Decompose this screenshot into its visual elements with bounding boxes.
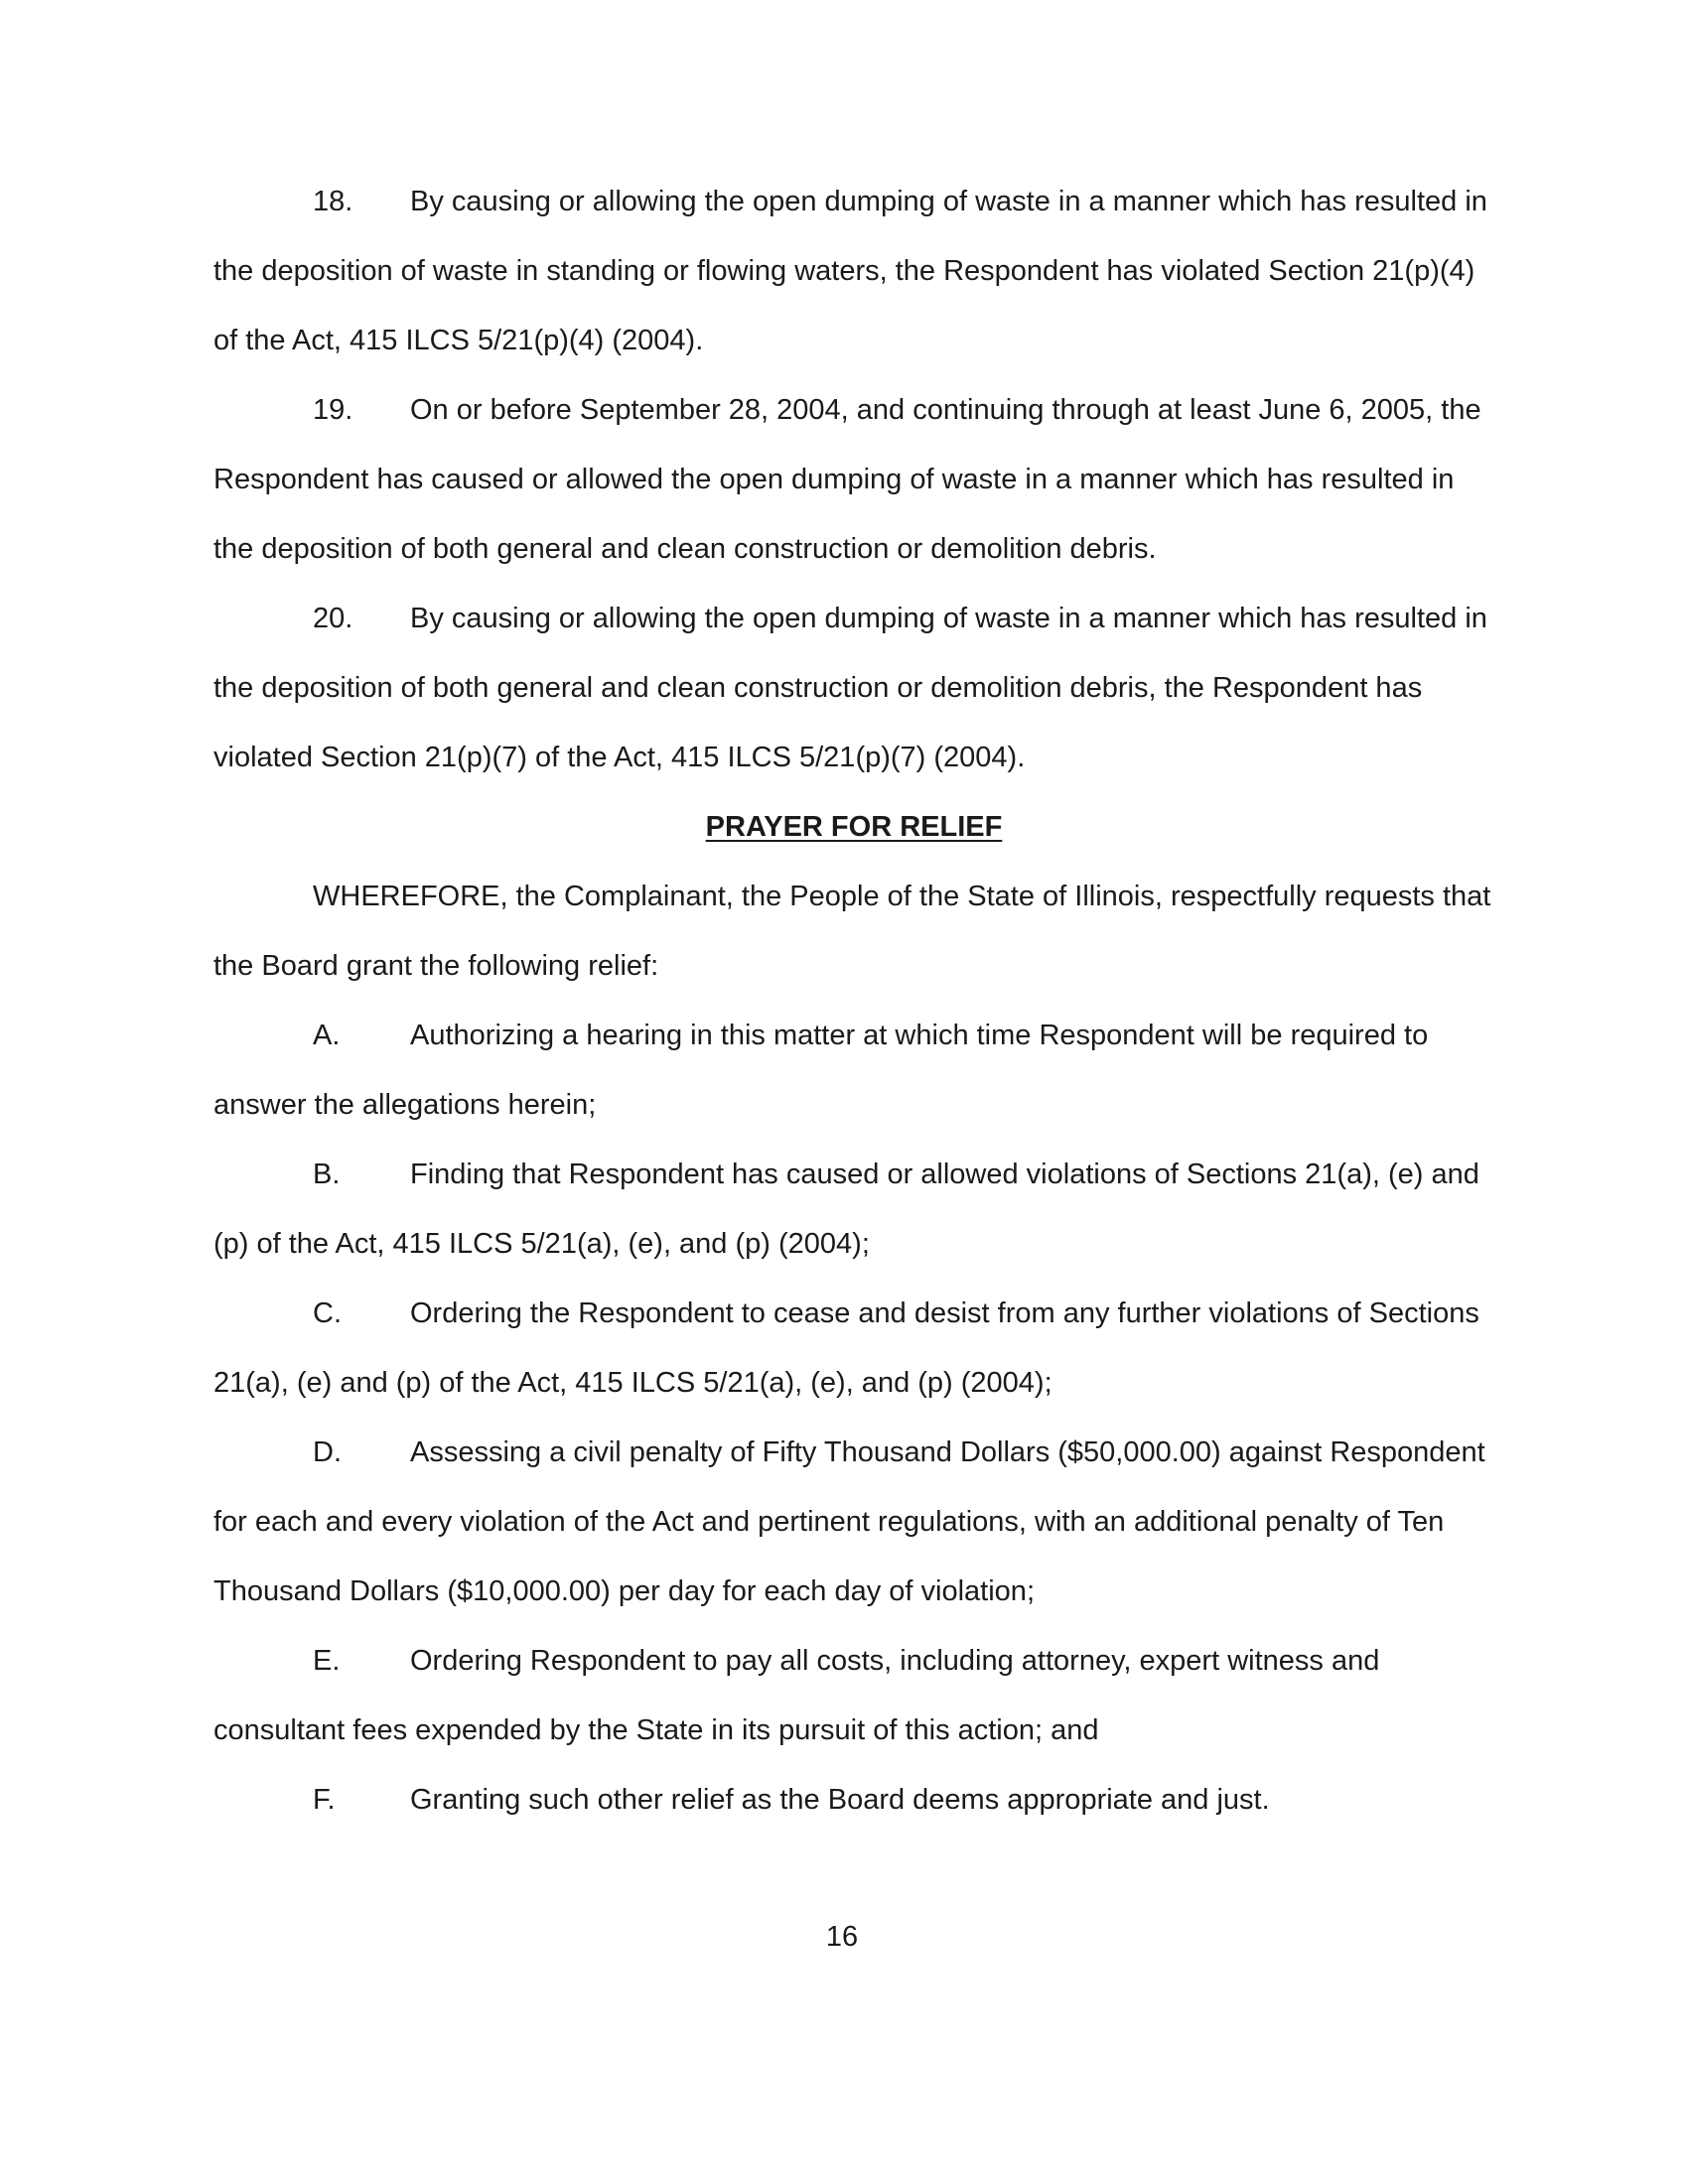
relief-item-f [213,1765,1494,1835]
relief-letter: B. [313,1159,341,1190]
relief-text: Ordering Respondent to pay all costs, including attorney, expert witness and consultant fees expended by the State in its pursuit of this action; and [213,1645,1380,1746]
paragraph-18 [213,167,1494,375]
paragraph-number: 18. [313,186,353,217]
relief-letter: D. [313,1436,342,1468]
relief-letter: C. [313,1297,342,1329]
relief-text: Authorizing a hearing in this matter at which time Respondent will be required to answer the allegations herein; [213,1020,1429,1121]
paragraph-text: By causing or allowing the open dumping of waste in a manner which has resulted in the deposition of both general and clean construction or demolition debris, the Respondent has violated Section 21(p)(7) of the Act, 415 ILCS 5/21(p)(7) (2004). [213,603,1487,773]
relief-letter: E. [313,1645,341,1677]
relief-text: Finding that Respondent has caused or allowed violations of Sections 21(a), (e) and (p) of the Act, 415 ILCS 5/21(a), (e), and (p) (2004); [213,1159,1479,1260]
relief-item-e [213,1626,1494,1765]
relief-text: Ordering the Respondent to cease and desist from any further violations of Sections 21(a), (e) and (p) of the Act, 415 ILCS 5/21(a), (e), and (p) (2004); [213,1297,1479,1399]
page-number: 16 [825,1921,859,1953]
paragraph-number: 19. [313,394,353,426]
relief-item-b [213,1140,1494,1279]
relief-text: Assessing a civil penalty of Fifty Thousand Dollars ($50,000.00) against Respondent for each and every violation of the Act and pertinent regulations, with an additional penalty of Ten Thousand Dollars ($10,000.00) per day for each day of violation; [213,1436,1485,1607]
prayer-section [213,792,1494,1835]
relief-item-a [213,1001,1494,1140]
paragraph-number: 20. [313,603,353,634]
relief-letter: A. [313,1020,341,1051]
relief-item-d [213,1418,1494,1626]
relief-letter: F. [313,1784,336,1816]
paragraph-text: By causing or allowing the open dumping of waste in a manner which has resulted in the deposition of waste in standing or flowing waters, the Respondent has violated Section 21(p)(4) of the Act, 415 ILCS 5/21(p)(4) (2004). [213,186,1487,356]
relief-text: Granting such other relief as the Board deems appropriate and just. [410,1784,1270,1816]
intro-paragraph: WHEREFORE, the Complainant, the People of the State of Illinois, respectfully requests that the Board grant the following relief: [213,881,1491,982]
section-heading: PRAYER FOR RELIEF [705,811,1003,843]
paragraph-19 [213,375,1494,584]
paragraph-text: On or before September 28, 2004, and continuing through at least June 6, 2005, the Respondent has caused or allowed the open dumping of waste in a manner which has resulted in the deposition of both general and clean construction or demolition debris. [213,394,1481,565]
paragraph-20 [213,584,1494,792]
relief-item-c [213,1279,1494,1418]
allegations-section [213,167,1494,792]
